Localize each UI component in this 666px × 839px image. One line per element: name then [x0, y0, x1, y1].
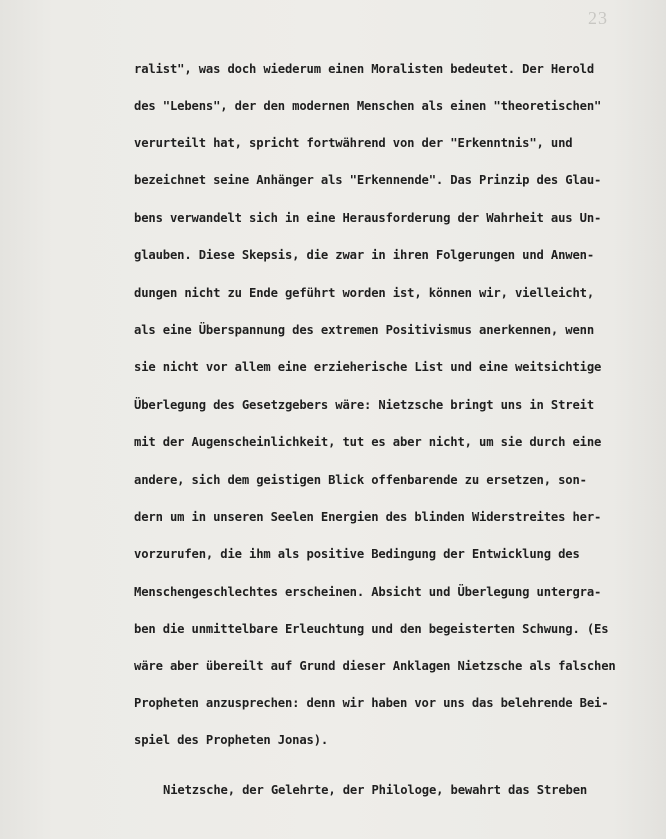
text-line: bens verwandelt sich in eine Herausforderung der Wahrheit aus Un- — [134, 211, 602, 225]
text-line: des "Lebens", der den modernen Menschen als einen "theoretischen" — [134, 99, 602, 113]
text-line: dern um in unseren Seelen Energien des blinden Widerstreites her- — [134, 510, 602, 524]
text-line: sie nicht vor allem eine erzieherische List und eine weitsichtige — [134, 360, 602, 374]
text-line: dungen nicht zu Ende geführt worden ist, können wir, vielleicht, — [134, 286, 594, 300]
text-line: bezeichnet seine Anhänger als "Erkennende". Das Prinzip des Glau- — [134, 173, 602, 187]
text-line: ben die unmittelbare Erleuchtung und den begeisterten Schwung. (Es — [134, 622, 609, 636]
text-line: andere, sich dem geistigen Blick offenbarende zu ersetzen, son- — [134, 473, 587, 487]
text-line: als eine Überspannung des extremen Positivismus anerkennen, wenn — [134, 323, 594, 337]
text-line: mit der Augenscheinlichkeit, tut es aber nicht, um sie durch eine — [134, 435, 602, 449]
text-line: spiel des Propheten Jonas). — [134, 733, 329, 747]
text-line: verurteilt hat, spricht fortwährend von der "Erkenntnis", und — [134, 136, 573, 150]
text-line: ralist", was doch wiederum einen Moralisten bedeutet. Der Herold — [134, 62, 594, 76]
text-line: Menschengeschlechtes erscheinen. Absicht und Überlegung untergra- — [134, 585, 602, 599]
text-line: Propheten anzusprechen: denn wir haben vor uns das belehrende Bei- — [134, 696, 609, 710]
text-line: glauben. Diese Skepsis, die zwar in ihren Folgerungen und Anwen- — [134, 248, 594, 262]
page-number: 23 — [588, 8, 608, 28]
text-line: Überlegung des Gesetzgebers wäre: Nietzsche bringt uns in Streit — [134, 398, 594, 412]
text-line: vorzurufen, die ihm als positive Bedingung der Entwicklung des — [134, 547, 580, 561]
text-line: Nietzsche, der Gelehrte, der Philologe, bewahrt das Streben — [163, 783, 588, 797]
text-line: wäre aber übereilt auf Grund dieser Anklagen Nietzsche als falschen — [134, 659, 616, 673]
